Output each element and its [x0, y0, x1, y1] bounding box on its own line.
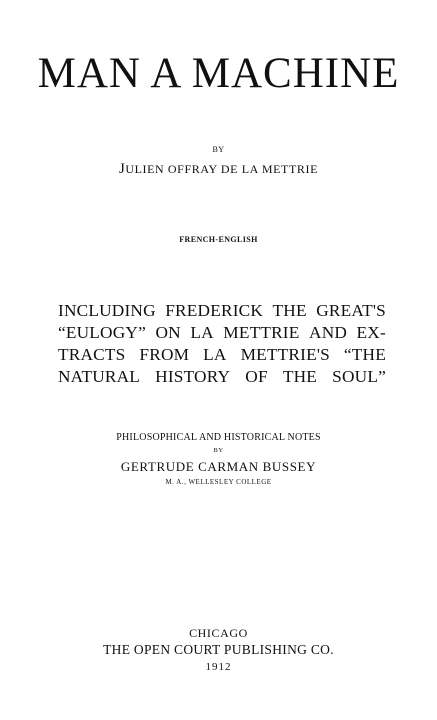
publisher-city: CHICAGO [189, 626, 248, 640]
language-edition: FRENCH-ENGLISH [179, 235, 258, 244]
word: LA [190, 323, 214, 342]
including-line-2 [58, 322, 386, 344]
word: “THE [343, 345, 386, 364]
word: METTRIE'S [240, 345, 330, 364]
publication-year: 1912 [205, 661, 232, 673]
word: THE [282, 367, 318, 386]
word: THE [272, 301, 307, 320]
editor-name: GERTRUDE CARMAN BUSSEY [120, 459, 317, 474]
word: NATURAL [58, 367, 141, 386]
word: INCLUDING [58, 301, 156, 320]
word: AND [309, 323, 348, 342]
including-line-4-words [58, 366, 386, 388]
word: FROM [139, 345, 190, 364]
author-by-label: BY [212, 145, 225, 154]
including-line-1-words [58, 300, 386, 322]
word: EX- [356, 323, 386, 342]
word: LA [203, 345, 227, 364]
including-line-3 [58, 344, 386, 366]
word: METTRIE [223, 323, 300, 342]
word: FREDERICK [165, 301, 264, 320]
notes-credit: PHILOSOPHICAL AND HISTORICAL NOTES [116, 432, 321, 443]
including-line-2-words [58, 322, 386, 344]
word: OF [245, 367, 268, 386]
word: TRACTS [58, 345, 126, 364]
word: “EULOGY” [58, 323, 146, 342]
author-name-rest: ULIEN OFFRAY DE LA METTRIE [125, 162, 319, 176]
word: GREAT'S [316, 301, 386, 320]
including-line-4 [58, 366, 386, 388]
publisher-name: THE OPEN COURT PUBLISHING CO. [103, 642, 334, 657]
including-line-1 [58, 300, 386, 322]
word: ON [155, 323, 181, 342]
author-name [0, 162, 437, 177]
editor-degree: M. A., WELLESLEY COLLEGE [165, 478, 272, 486]
word: SOUL” [332, 367, 386, 386]
including-line-3-words [58, 344, 386, 366]
word: HISTORY [155, 367, 231, 386]
author-initial: J [118, 161, 126, 177]
book-title: MAN A MACHINE [37, 50, 400, 97]
notes-by-label: BY [213, 447, 224, 454]
